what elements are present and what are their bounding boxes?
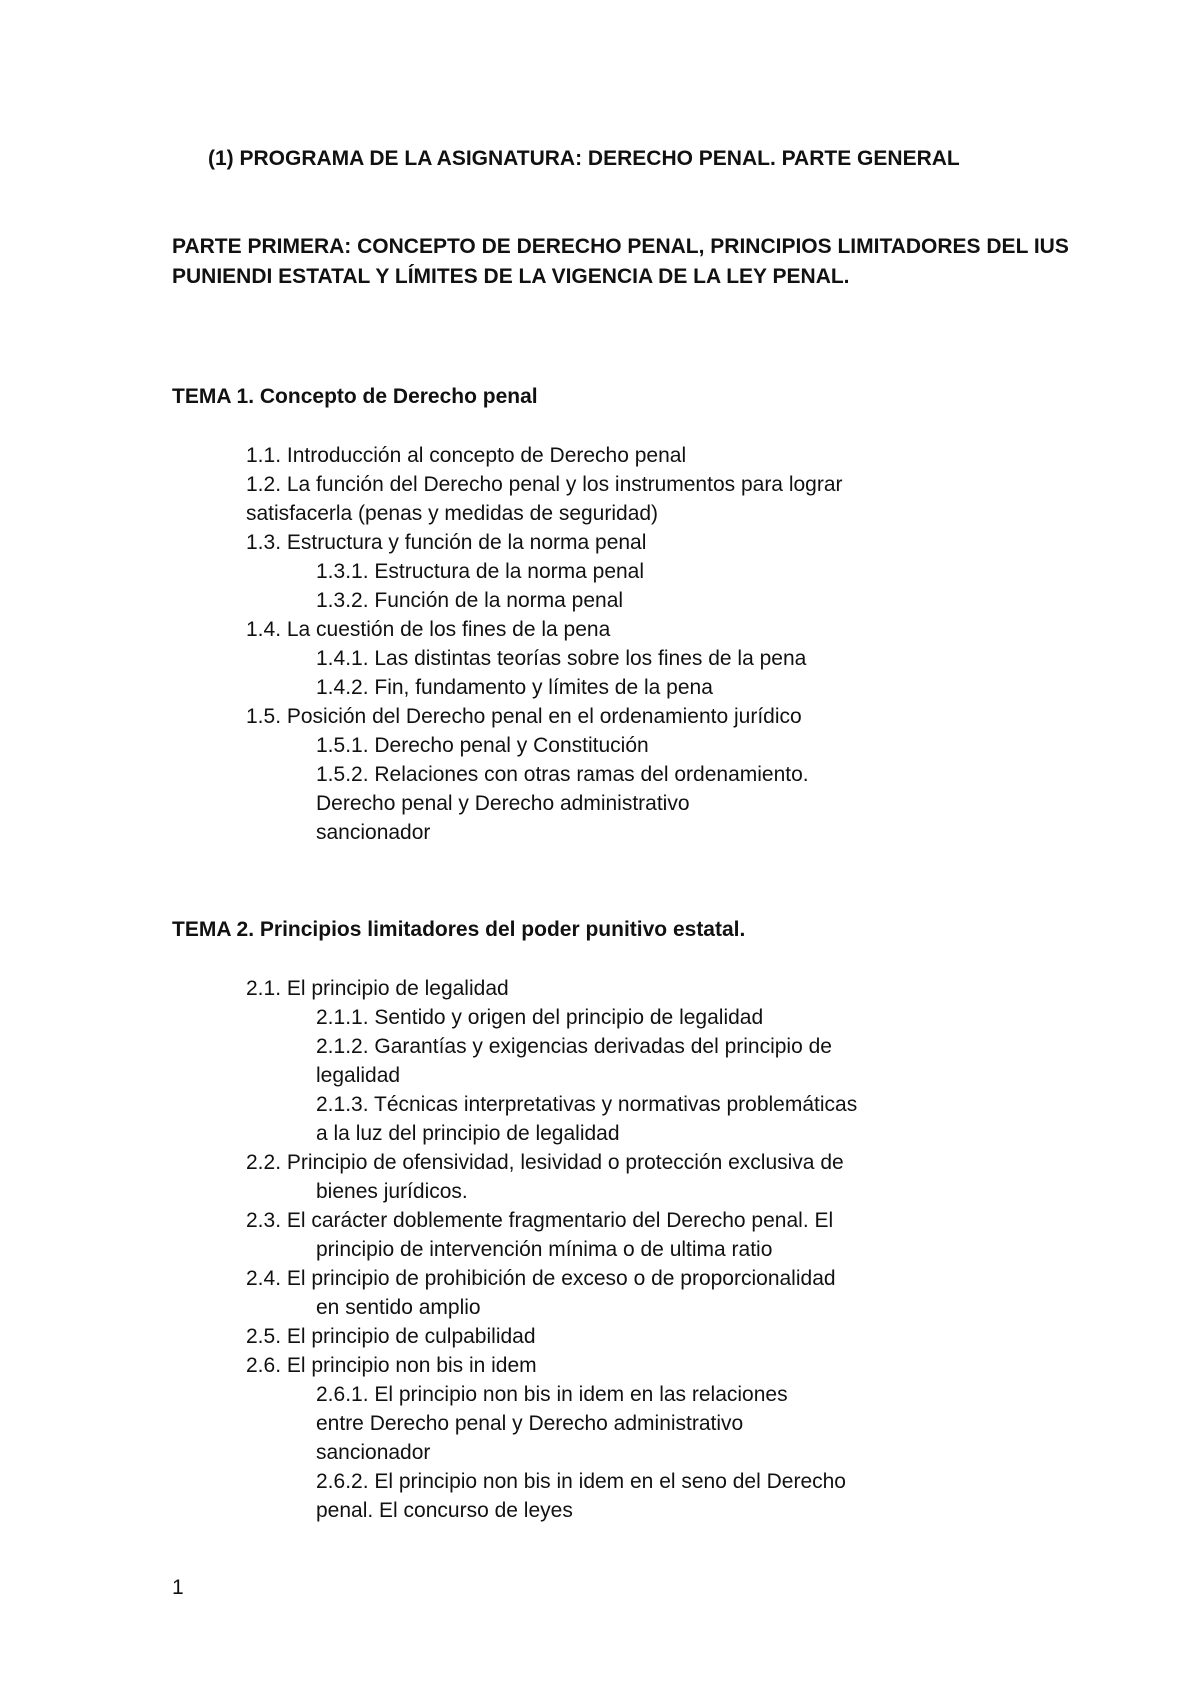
document-title: (1) PROGRAMA DE LA ASIGNATURA: DERECHO PENAL. PARTE GENERAL: [208, 147, 960, 170]
outline-item: 2.2. Principio de ofensividad, lesividad o protección exclusiva de: [246, 1151, 844, 1174]
outline-item: 2.1.3. Técnicas interpretativas y normativas problemáticas: [316, 1093, 858, 1116]
outline-item: sancionador: [316, 1441, 431, 1464]
outline-item: 2.6.2. El principio non bis in idem en el seno del Derecho: [316, 1470, 846, 1493]
outline-item: a la luz del principio de legalidad: [316, 1122, 620, 1145]
outline-item: Derecho penal y Derecho administrativo: [316, 792, 690, 815]
outline-item: en sentido amplio: [316, 1296, 481, 1319]
outline-item: 1.3.1. Estructura de la norma penal: [316, 560, 645, 583]
tema1-heading: TEMA 1. Concepto de Derecho penal: [172, 385, 538, 408]
outline-item: 1.3. Estructura y función de la norma penal: [246, 531, 647, 554]
part-heading-line-1: PARTE PRIMERA: CONCEPTO DE DERECHO PENAL, PRINCIPIOS LIMITADORES DEL IUS: [172, 235, 1069, 258]
outline-item: 1.3.2. Función de la norma penal: [316, 589, 624, 612]
outline-item: satisfacerla (penas y medidas de seguridad): [246, 502, 659, 525]
outline-item: entre Derecho penal y Derecho administrativo: [316, 1412, 744, 1435]
part-heading-line-2: PUNIENDI ESTATAL Y LÍMITES DE LA VIGENCIA DE LA LEY PENAL.: [172, 265, 850, 288]
outline-item: 1.1. Introducción al concepto de Derecho penal: [246, 444, 687, 467]
outline-item: 2.1. El principio de legalidad: [246, 977, 509, 1000]
outline-item: 1.4.1. Las distintas teorías sobre los fines de la pena: [316, 647, 807, 670]
outline-item: 2.6. El principio non bis in idem: [246, 1354, 537, 1377]
outline-item: 1.2. La función del Derecho penal y los instrumentos para lograr: [246, 473, 843, 496]
outline-item: 1.5.2. Relaciones con otras ramas del ordenamiento.: [316, 763, 809, 786]
outline-item: 2.4. El principio de prohibición de exceso o de proporcionalidad: [246, 1267, 836, 1290]
outline-item: 1.5.1. Derecho penal y Constitución: [316, 734, 649, 757]
tema2-heading: TEMA 2. Principios limitadores del poder punitivo estatal.: [172, 918, 746, 941]
outline-item: 1.4.2. Fin, fundamento y límites de la pena: [316, 676, 713, 699]
page-number: 1: [172, 1576, 184, 1599]
outline-item: 1.5. Posición del Derecho penal en el ordenamiento jurídico: [246, 705, 802, 728]
outline-item: legalidad: [316, 1064, 401, 1087]
outline-item: sancionador: [316, 821, 431, 844]
outline-item: 2.1.1. Sentido y origen del principio de legalidad: [316, 1006, 764, 1029]
outline-item: principio de intervención mínima o de ultima ratio: [316, 1238, 773, 1261]
outline-item: bienes jurídicos.: [316, 1180, 468, 1203]
outline-item: 2.1.2. Garantías y exigencias derivadas del principio de: [316, 1035, 832, 1058]
outline-item: 2.6.1. El principio non bis in idem en las relaciones: [316, 1383, 788, 1406]
outline-item: penal. El concurso de leyes: [316, 1499, 573, 1522]
outline-item: 1.4. La cuestión de los fines de la pena: [246, 618, 611, 641]
outline-item: 2.5. El principio de culpabilidad: [246, 1325, 536, 1348]
outline-item: 2.3. El carácter doblemente fragmentario del Derecho penal. El: [246, 1209, 834, 1232]
